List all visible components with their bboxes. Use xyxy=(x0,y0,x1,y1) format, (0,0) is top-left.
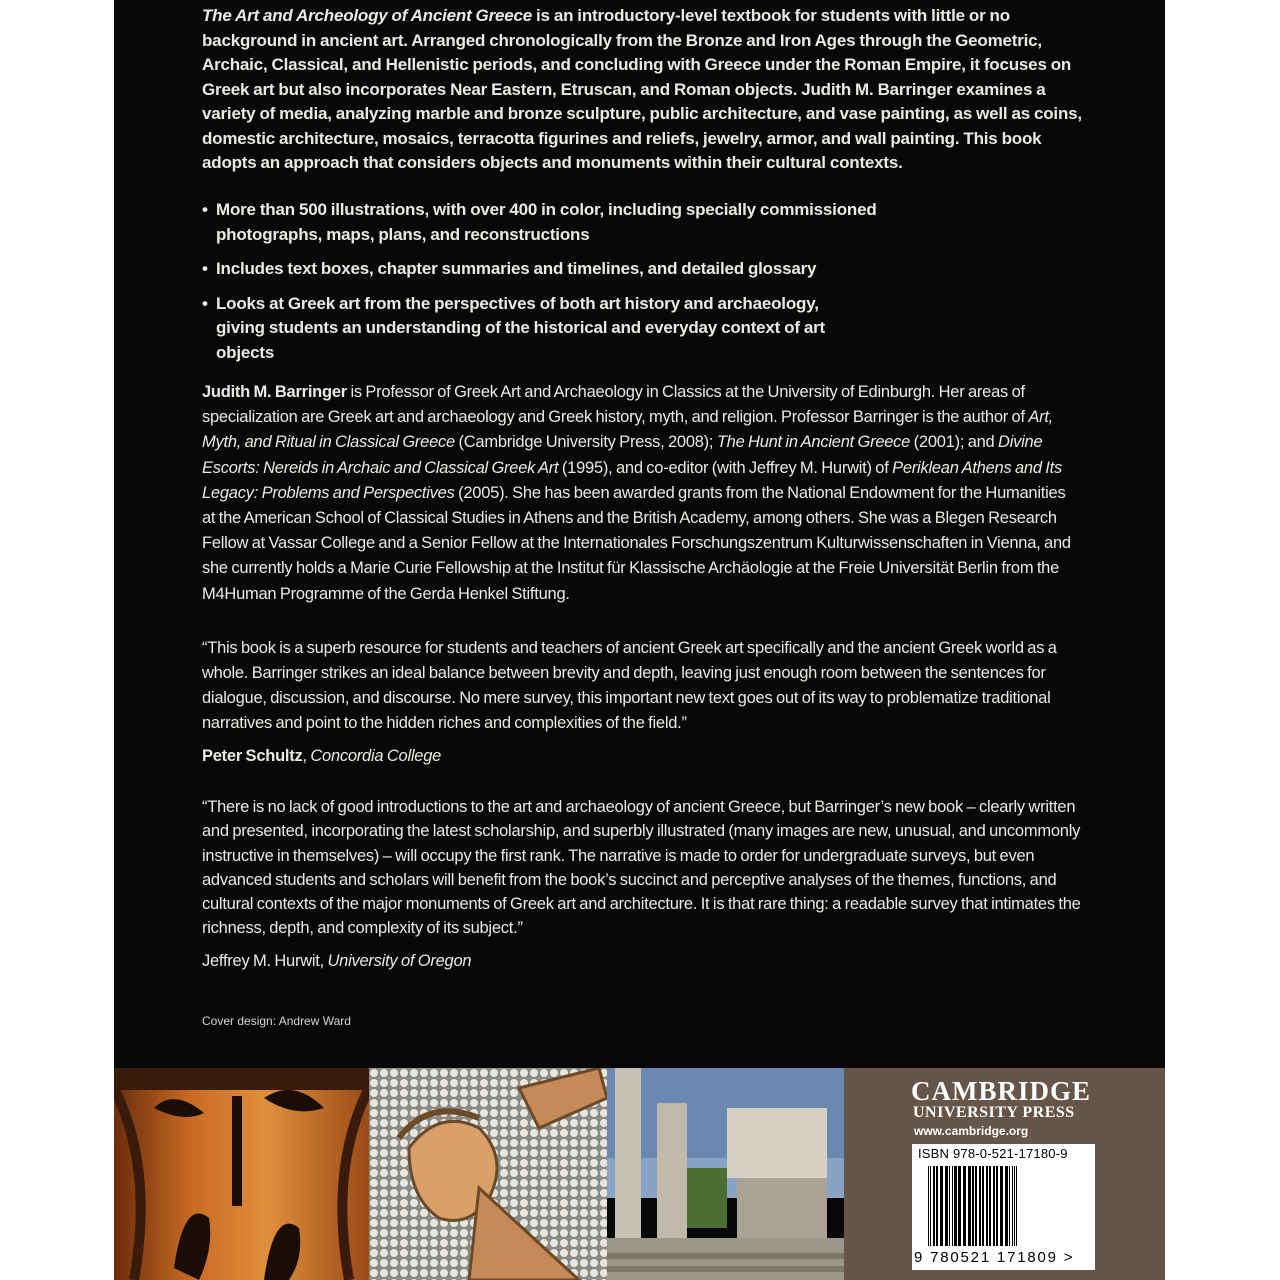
review-attribution xyxy=(202,744,1082,769)
reviewer-affiliation: University of Oregon xyxy=(327,951,472,970)
barcode-bar xyxy=(989,1166,991,1246)
feature-item xyxy=(202,292,862,366)
publisher-panel xyxy=(844,1068,1165,1280)
barcode-bar xyxy=(930,1166,931,1246)
bio-text: is Professor of Greek Art and Archaeology in Classics at the University of Edinburgh. Her areas of specialization are Greek art and archaeology and Greek history, myth, and religion. Professor Barringer is the author of xyxy=(202,383,1029,427)
feature-text: Includes text boxes, chapter summaries and timelines, and detailed glossary xyxy=(216,259,817,278)
mosaic-image xyxy=(369,1068,607,1280)
barcode-bar xyxy=(1016,1166,1017,1246)
attribution-separator: , xyxy=(319,951,328,970)
barcode-bar xyxy=(979,1166,981,1246)
barcode-bar xyxy=(954,1166,957,1246)
bullet-icon: • xyxy=(202,200,208,219)
feature-item xyxy=(202,257,902,282)
review-quote: “There is no lack of good introductions to the art and archaeology of ancient Greece, but Barringer’s new book – clearly written and presented, incorporating the latest scholarship, and superbly illustrated (many images are new, unusual, and uncommonly instructive in themselves) – will occupy the first rank. The narrative is made to order for undergraduate surveys, but even advanced students and scholars will benefit from the book’s succinct and perceptive analyses of the themes, functions, and cultural contexts of the major monuments of Greek art and architecture. It is that rare thing: a readable survey that intimates the richness, depth, and complexity of its subject.” xyxy=(202,798,1081,938)
book-reference: Periklean Athens and Its Legacy: Problems and Perspectives xyxy=(202,458,1062,502)
barcode-bar xyxy=(975,1166,977,1246)
barcode-bar xyxy=(982,1166,984,1246)
publisher-url: www.cambridge.org xyxy=(914,1124,1029,1138)
publisher-name: CAMBRIDGE xyxy=(911,1076,1092,1106)
barcode-bar xyxy=(986,1166,988,1246)
vase-painting-image xyxy=(114,1068,369,1280)
feature-text: More than 500 illustrations, with over 400 in color, including specially commissioned photographs, maps, plans, and reconstructions xyxy=(216,200,877,244)
bullet-icon: • xyxy=(202,259,208,278)
barcode-bar xyxy=(933,1166,935,1246)
feature-list xyxy=(202,198,1082,375)
barcode-bar xyxy=(972,1166,974,1246)
attribution-separator: , xyxy=(302,747,311,765)
author-name: Judith M. Barringer xyxy=(202,383,347,401)
barcode-bar xyxy=(1000,1166,1003,1246)
book-reference: The Hunt in Ancient Greece xyxy=(716,433,911,452)
book-reference: Art, Myth, and Ritual in Classical Greece xyxy=(202,408,1053,452)
barcode-bar xyxy=(968,1166,971,1246)
barcode-bar xyxy=(1012,1166,1013,1246)
bio-text: (1995), and co-editor (with Jeffrey M. Hurwit) of xyxy=(558,458,893,477)
feature-item xyxy=(202,198,882,247)
review xyxy=(202,795,1082,973)
barcode-bar xyxy=(1005,1166,1008,1246)
bio-text: (2001); and xyxy=(910,433,999,452)
barcode-bar xyxy=(945,1166,948,1246)
author-bio xyxy=(202,380,1082,607)
barcode-bar xyxy=(996,1166,998,1246)
book-description xyxy=(202,4,1082,176)
reviewer-name: Peter Schultz xyxy=(202,747,303,765)
cover-credit: Cover design: Andrew Ward xyxy=(202,1014,351,1028)
review-attribution xyxy=(202,949,1082,973)
barcode-bar xyxy=(949,1166,950,1246)
isbn-label: ISBN 978-0-521-17180-9 xyxy=(918,1146,1068,1161)
reviewer-name: Jeffrey M. Hurwit xyxy=(202,951,320,970)
barcode-bars xyxy=(914,1166,1093,1248)
review-quote: “This book is a superb resource for students and teachers of ancient Greek art specifically and the ancient Greek world as a whole. Barringer strikes an ideal balance between brevity and depth, leaving just enough room between the sentences for dialogue, discussion, and discourse. No mere survey, this important new text goes out of its way to problematize traditional narratives and point to the hidden riches and complexities of the field.” xyxy=(202,639,1057,732)
barcode-bar xyxy=(952,1166,953,1246)
publisher-press: UNIVERSITY PRESS xyxy=(913,1104,1075,1121)
feature-text: Looks at Greek art from the perspectives of both art history and archaeology, giving students an understanding of the historical and everyday context of art objects xyxy=(216,293,825,362)
book-title: The Art and Archeology of Ancient Greece xyxy=(202,6,533,25)
book-reference: Divine Escorts: Nereids in Archaic and Classical Greek Art xyxy=(202,433,1043,477)
barcode-bar xyxy=(1009,1166,1010,1246)
temple-ruins-image xyxy=(607,1068,844,1280)
barcode-bar xyxy=(963,1166,966,1246)
barcode-bar xyxy=(940,1166,943,1246)
bio-text: (2005). She has been awarded grants from the National Endowment for the Humanities at the American School of Classical Studies in Athens and the British Academy, among others. She was a Blegen Research Fellow at Vassar College and a Senior Fellow at the Internationales Forschungszentrum Kulturwissenschaften in Vienna, and she currently holds a Marie Curie Fellowship at the Institut für Klassische Archäologie at the Freie Universität Berlin from the M4Human Programme of the Gerda Henkel Stiftung. xyxy=(202,483,1071,603)
barcode-bar xyxy=(928,1166,929,1246)
barcode-bar xyxy=(958,1166,961,1246)
barcode-bar xyxy=(936,1166,938,1246)
description-text: is an introductory-level textbook for students with little or no background in ancient art. Arranged chronologically from the Bronze and Iron Ages through the Geometric, Archaic, Classical, and Hellenistic periods, and concluding with Greece under the Roman Empire, it focuses on Greek art but also incorporates Near Eastern, Etruscan, and Roman objects. Judith M. Barringer examines a variety of media, analyzing marble and bronze sculpture, public architecture, and vase painting, as well as coins, domestic architecture, mosaics, terracotta figurines and reliefs, jewelry, armor, and wall painting. This book adopts an approach that considers objects and monuments within their cultural contexts. xyxy=(202,6,1082,172)
review xyxy=(202,636,1082,769)
reviewer-affiliation: Concordia College xyxy=(310,747,442,765)
photo-strip xyxy=(114,1068,844,1280)
bio-text: (Cambridge University Press, 2008); xyxy=(454,433,717,452)
barcode xyxy=(912,1144,1095,1270)
bullet-icon: • xyxy=(202,293,208,313)
barcode-bar xyxy=(1014,1166,1015,1246)
barcode-digits: 9 780521 171809 > xyxy=(914,1249,1075,1266)
barcode-bar xyxy=(993,1166,995,1246)
